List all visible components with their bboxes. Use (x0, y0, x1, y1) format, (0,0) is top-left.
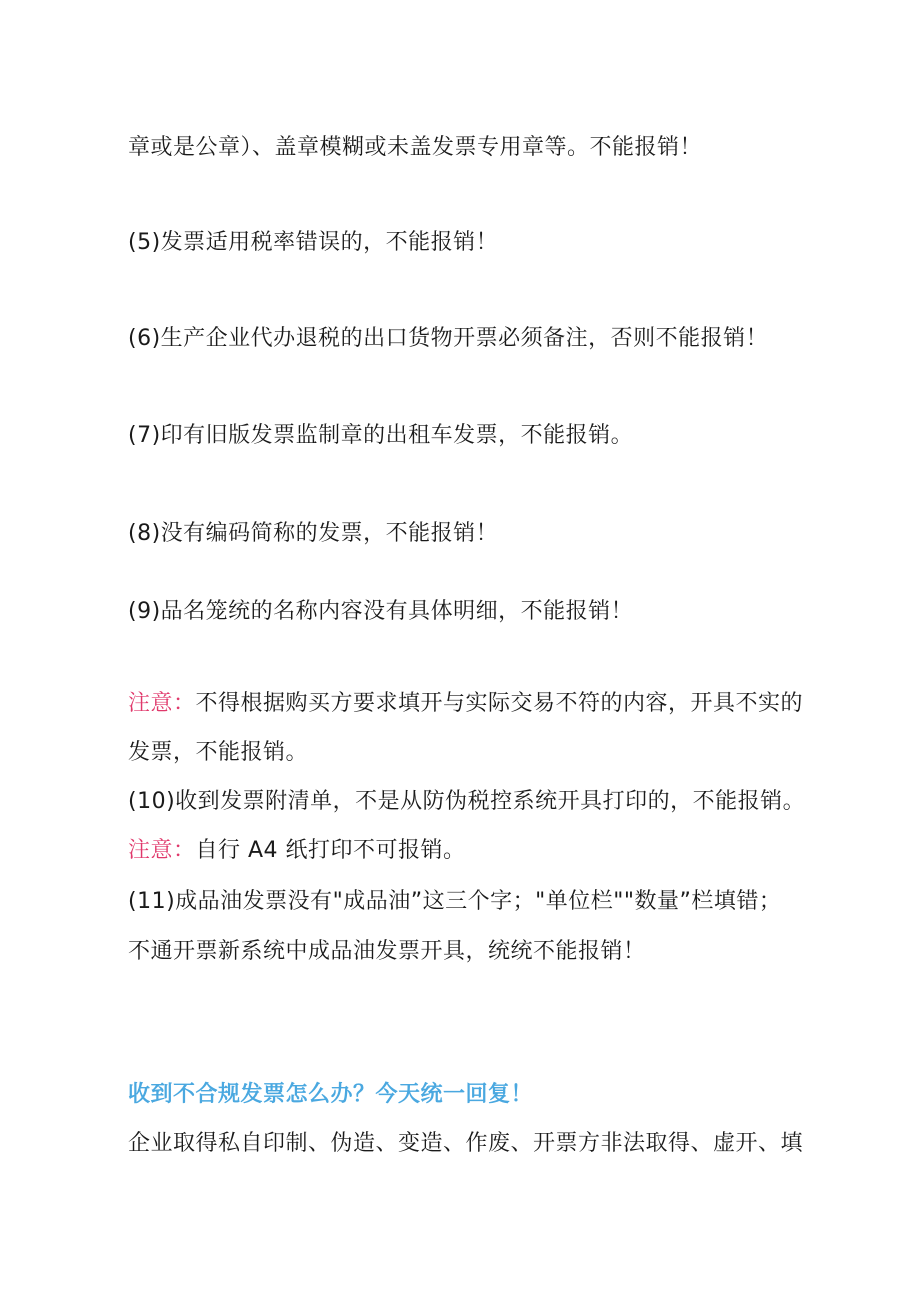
paragraph-line-1: 章或是公章）、盖章模糊或未盖发票专用章等。不能报销！ (128, 135, 703, 160)
note-text: 不得根据购买方要求填开与实际交易不符的内容，开具不实的 (195, 691, 804, 716)
list-item-6: (6)生产企业代办退税的出口货物开票必须备注，否则不能报销！ (128, 326, 769, 351)
list-item-10: (10)收到发票附清单，不是从防伪税控系统开具打印的，不能报销。 (128, 789, 806, 814)
paragraph-final-line: 企业取得私自印制、伪造、变造、作废、开票方非法取得、虚开、填 (128, 1131, 804, 1156)
note-1-line-2: 发票，不能报销。 (128, 740, 309, 765)
note-label: 注意： (128, 838, 196, 863)
list-item-5: (5)发票适用税率错误的，不能报销！ (128, 230, 499, 255)
list-item-7: (7)印有旧版发票监制章的出租车发票，不能报销。 (128, 423, 634, 448)
note-text: 自行 A4 纸打印不可报销。 (195, 838, 466, 863)
note-1-line-1 (128, 689, 828, 719)
note-label: 注意： (128, 691, 196, 716)
list-item-11-line-2: 不通开票新系统中成品油发票开具，统统不能报销！ (128, 939, 646, 964)
note-2 (128, 836, 828, 866)
section-heading: 收到不合规发票怎么办？今天统一回复！ (128, 1082, 534, 1107)
list-item-11-line-1: (11)成品油发票没有"成品油”这三个字；"单位栏""数量”栏填错； (128, 889, 782, 914)
list-item-9: (9)品名笼统的名称内容没有具体明细，不能报销！ (128, 599, 634, 624)
list-item-8: (8)没有编码简称的发票，不能报销！ (128, 521, 499, 546)
